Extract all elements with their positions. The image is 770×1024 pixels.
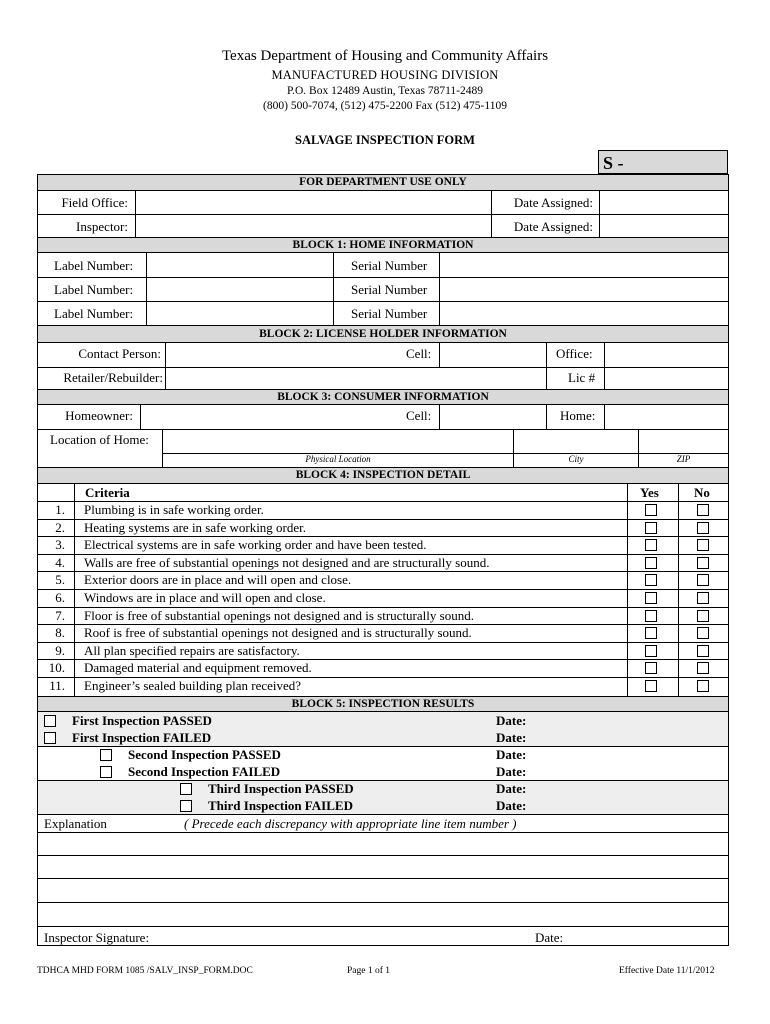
criteria-number: 4. (55, 554, 65, 570)
footer-page: Page 1 of 1 (347, 966, 391, 976)
criteria-yes-checkbox[interactable] (645, 680, 657, 692)
criteria-no-checkbox[interactable] (697, 610, 709, 622)
explanation-line-1[interactable] (38, 833, 728, 855)
explanation-hint: ( Precede each discrepancy with appropriate line item number ) (184, 816, 517, 831)
serial-number-label-2: Serial Number (351, 282, 428, 297)
inspector-label: Inspector: (76, 219, 128, 234)
criteria-text: Roof is free of substantial openings not designed and is structurally sound. (84, 625, 472, 641)
criteria-number: 7. (55, 607, 65, 623)
criteria-number: 11. (49, 678, 65, 693)
date-assigned-input-2[interactable] (600, 215, 728, 237)
criteria-no-checkbox[interactable] (697, 592, 709, 604)
block5-header: BLOCK 5: INSPECTION RESULTS (38, 696, 728, 712)
criteria-yes-checkbox[interactable] (645, 504, 657, 516)
result-date-label: Date: (496, 713, 527, 728)
result-date-label: Date: (496, 730, 527, 745)
license-cell-input[interactable] (440, 343, 546, 367)
criteria-no-checkbox[interactable] (697, 680, 709, 692)
result-date-label: Date: (496, 764, 527, 779)
retailer-input[interactable] (166, 367, 546, 391)
label-number-label-1: Label Number: (54, 258, 134, 273)
criteria-number: 3. (55, 537, 65, 553)
result-checkbox[interactable] (100, 766, 112, 778)
result-date-label: Date: (496, 798, 527, 813)
signature-date-input[interactable] (573, 927, 723, 945)
contact-person-label: Contact Person: (78, 346, 161, 361)
criteria-text: Electrical systems are in safe working order and have been tested. (84, 537, 427, 553)
criteria-no-checkbox[interactable] (697, 504, 709, 516)
criteria-number: 10. (48, 660, 65, 676)
dept-use-header: FOR DEPARTMENT USE ONLY (38, 175, 728, 191)
criteria-no-checkbox[interactable] (697, 662, 709, 674)
criteria-yes-checkbox[interactable] (645, 645, 657, 657)
field-office-input[interactable] (136, 191, 491, 213)
label-number-input-1[interactable] (147, 253, 333, 277)
contact-person-input[interactable] (166, 343, 396, 367)
office-label: Office: (556, 346, 593, 361)
physical-location-input[interactable] (163, 429, 513, 453)
lic-label: Lic # (568, 370, 596, 385)
criteria-header: Criteria (85, 485, 130, 500)
criteria-number: 5. (55, 572, 65, 588)
criteria-number: 1. (55, 502, 65, 517)
city-caption: City (568, 454, 584, 464)
location-label: Location of Home: (50, 432, 149, 447)
serial-number-label-3: Serial Number (351, 306, 428, 321)
criteria-number: 6. (55, 590, 65, 605)
city-input[interactable] (514, 429, 638, 453)
result-label: Third Inspection FAILED (208, 798, 353, 813)
criteria-yes-checkbox[interactable] (645, 539, 657, 551)
inspector-input[interactable] (136, 215, 491, 237)
inspector-signature-label: Inspector Signature: (44, 930, 150, 945)
label-number-input-3[interactable] (147, 301, 333, 325)
criteria-number: 2. (55, 519, 65, 535)
result-label: Second Inspection FAILED (128, 764, 281, 779)
serial-number-input-3[interactable] (440, 301, 728, 325)
license-cell-label: Cell: (406, 346, 432, 361)
date-assigned-input-1[interactable] (600, 191, 728, 213)
form-title: SALVAGE INSPECTION FORM (295, 133, 475, 147)
criteria-text: Floor is free of substantial openings not designed and is structurally sound. (84, 607, 474, 623)
criteria-yes-checkbox[interactable] (645, 662, 657, 674)
label-number-label-2: Label Number: (54, 282, 134, 297)
zip-input[interactable] (639, 429, 728, 453)
criteria-no-checkbox[interactable] (697, 522, 709, 534)
criteria-no-checkbox[interactable] (697, 539, 709, 551)
explanation-line-2[interactable] (38, 856, 728, 878)
result-checkbox[interactable] (100, 749, 112, 761)
criteria-yes-checkbox[interactable] (645, 592, 657, 604)
criteria-yes-checkbox[interactable] (645, 522, 657, 534)
no-header: No (694, 485, 710, 500)
result-checkbox[interactable] (180, 800, 192, 812)
footer-effective-date: Effective Date 11/1/2012 (619, 966, 715, 976)
result-label: First Inspection FAILED (72, 730, 212, 745)
criteria-text: Heating systems are in safe working order. (84, 519, 307, 535)
serial-number-label-1: Serial Number (351, 258, 428, 273)
consumer-cell-label: Cell: (406, 408, 432, 423)
result-checkbox[interactable] (44, 715, 56, 727)
footer-form-id: TDHCA MHD FORM 1085 /SALV_INSP_FORM.DOC (37, 966, 253, 976)
result-checkbox[interactable] (44, 732, 56, 744)
explanation-line-4[interactable] (38, 903, 728, 926)
criteria-text: Exterior doors are in place and will open and close. (84, 572, 352, 588)
criteria-text: Engineer’s sealed building plan received? (84, 678, 302, 693)
form-number-field[interactable]: S - (598, 150, 728, 174)
retailer-label: Retailer/Rebuilder: (63, 370, 163, 385)
home-phone-input[interactable] (605, 405, 728, 429)
criteria-yes-checkbox[interactable] (645, 574, 657, 586)
explanation-label: Explanation (44, 816, 107, 831)
criteria-yes-checkbox[interactable] (645, 627, 657, 639)
lic-input[interactable] (605, 367, 728, 391)
office-input[interactable] (605, 343, 728, 367)
agency-name: Texas Department of Housing and Community Affairs (221, 48, 549, 64)
criteria-no-checkbox[interactable] (697, 645, 709, 657)
criteria-text: Walls are free of substantial openings not designed and are structurally sound. (84, 554, 490, 570)
result-date-label: Date: (496, 781, 527, 796)
criteria-no-checkbox[interactable] (697, 557, 709, 569)
criteria-text: Damaged material and equipment removed. (84, 660, 312, 676)
block1-header: BLOCK 1: HOME INFORMATION (38, 237, 728, 253)
criteria-no-checkbox[interactable] (697, 574, 709, 586)
result-label: Second Inspection PASSED (128, 747, 281, 762)
field-office-label: Field Office: (61, 195, 128, 210)
date-assigned-label-2: Date Assigned: (513, 219, 593, 234)
block4-header: BLOCK 4: INSPECTION DETAIL (38, 467, 728, 484)
criteria-yes-checkbox[interactable] (645, 610, 657, 622)
consumer-cell-input[interactable] (440, 405, 546, 429)
date-assigned-label-1: Date Assigned: (513, 195, 593, 210)
criteria-yes-checkbox[interactable] (645, 557, 657, 569)
criteria-text: Plumbing is in safe working order. (84, 502, 264, 517)
result-date-label: Date: (496, 747, 527, 762)
criteria-text: Windows are in place and will open and close. (84, 590, 326, 605)
homeowner-label: Homeowner: (65, 408, 133, 423)
agency-address: P.O. Box 12489 Austin, Texas 78711-2489 (287, 85, 483, 97)
label-number-label-3: Label Number: (54, 306, 134, 321)
division-name: MANUFACTURED HOUSING DIVISION (271, 68, 499, 82)
result-label: Third Inspection PASSED (208, 781, 354, 796)
serial-number-input-1[interactable] (440, 253, 728, 277)
zip-caption: ZIP (676, 454, 691, 464)
inspection-form (37, 174, 729, 946)
agency-phones: (800) 500-7074, (512) 475-2200 Fax (512) 475-1109 (263, 100, 507, 112)
result-label: First Inspection PASSED (72, 713, 212, 728)
criteria-no-checkbox[interactable] (697, 627, 709, 639)
label-number-input-2[interactable] (147, 277, 333, 301)
signature-date-label: Date: (535, 930, 564, 945)
criteria-number: 8. (55, 625, 65, 641)
block2-header: BLOCK 2: LICENSE HOLDER INFORMATION (38, 325, 728, 343)
explanation-line-3[interactable] (38, 879, 728, 902)
block3-header: BLOCK 3: CONSUMER INFORMATION (38, 389, 728, 405)
homeowner-input[interactable] (141, 405, 396, 429)
physical-location-caption: Physical Location (305, 454, 371, 464)
criteria-number: 9. (55, 642, 65, 658)
yes-header: Yes (640, 485, 659, 500)
result-checkbox[interactable] (180, 783, 192, 795)
home-phone-label: Home: (560, 408, 596, 423)
criteria-text: All plan specified repairs are satisfactory. (84, 642, 300, 658)
inspector-signature-input[interactable] (168, 927, 528, 945)
serial-number-input-2[interactable] (440, 277, 728, 301)
